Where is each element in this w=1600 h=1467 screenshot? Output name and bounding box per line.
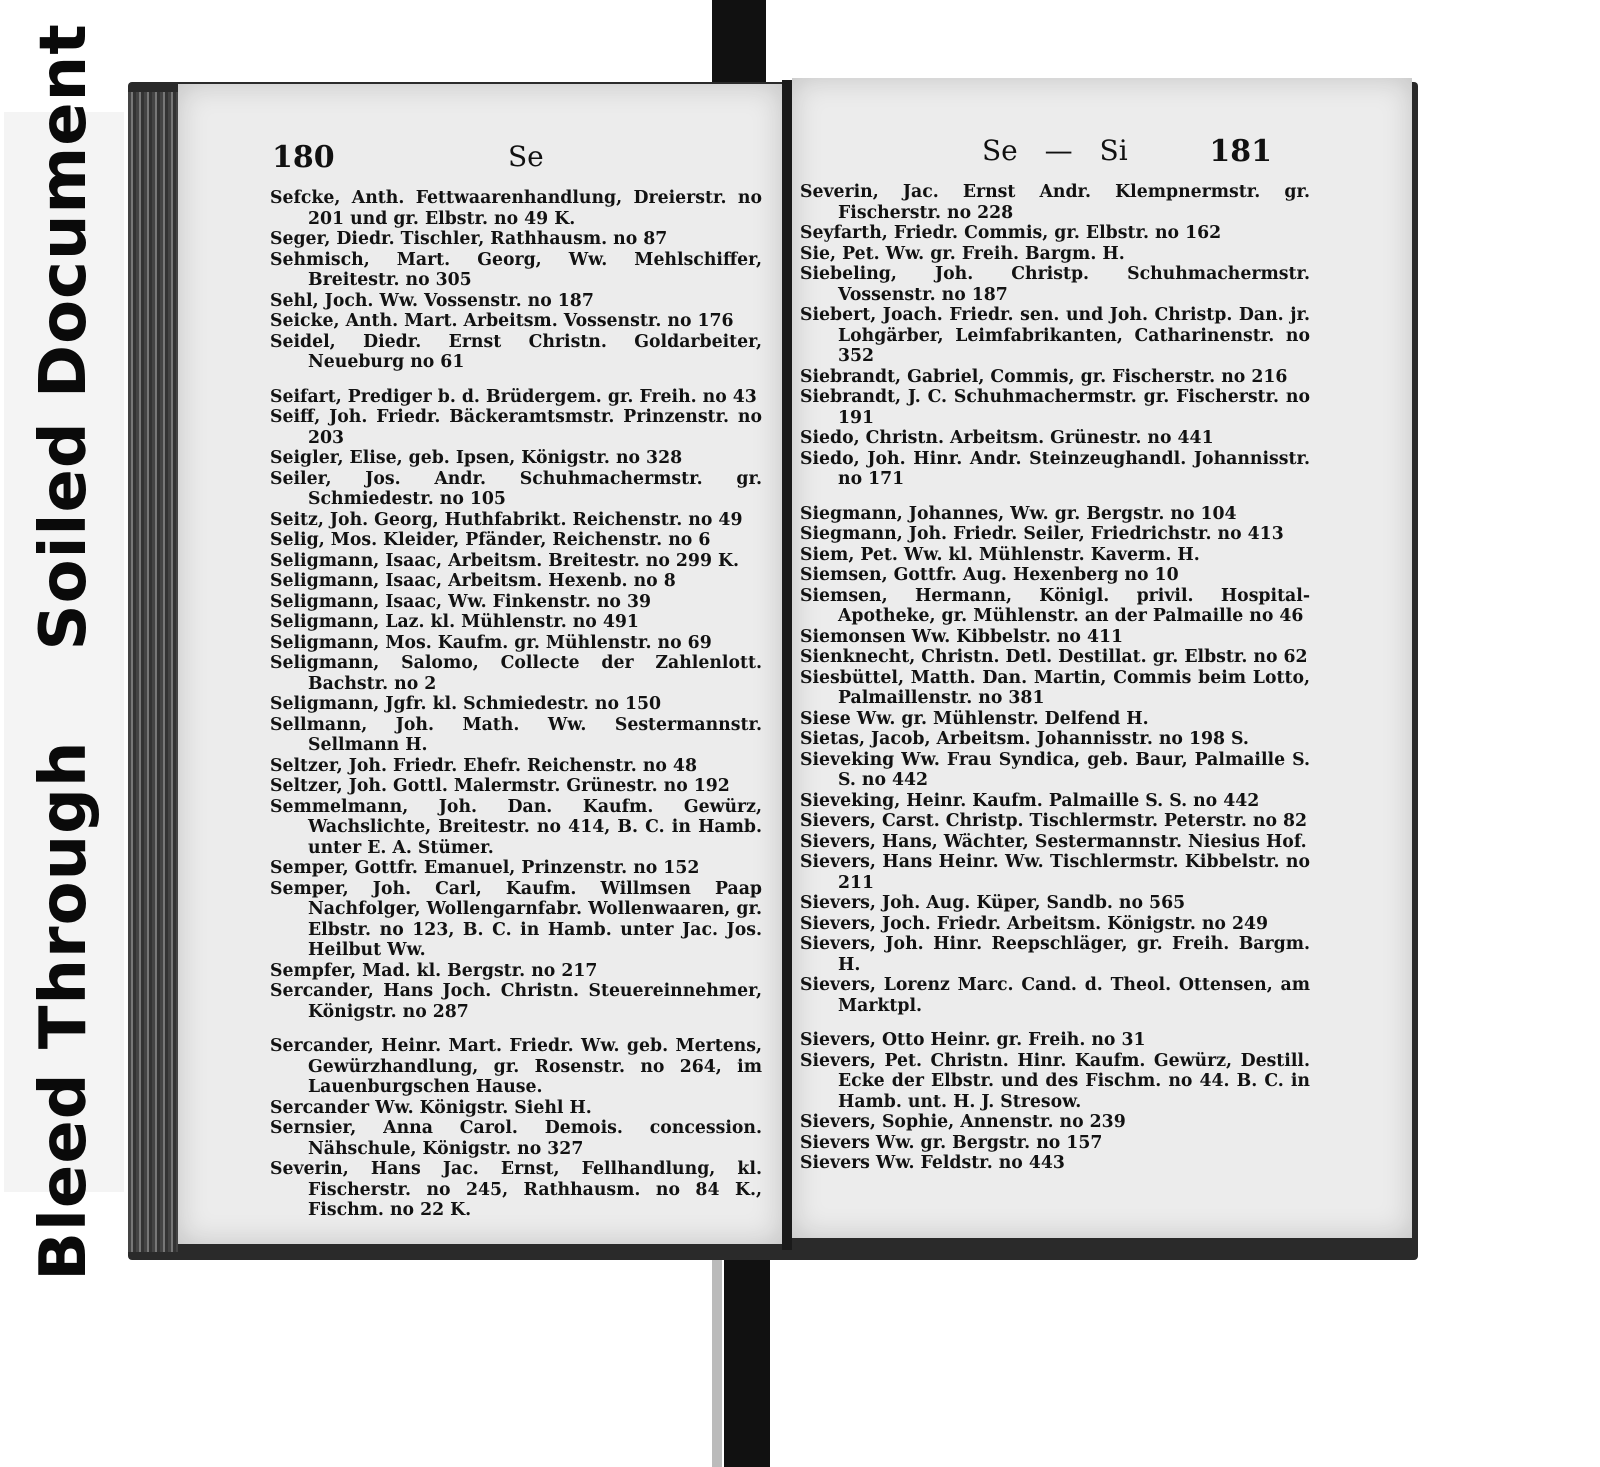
directory-entry: Semper, Gottfr. Emanuel, Prinzenstr. no 152 bbox=[270, 858, 700, 878]
directory-entry: Sievers, Carst. Christp. Tischlermstr. Peterstr. no 82 bbox=[800, 811, 1308, 831]
directory-entry: Sercander, Hans Joch. Christn. Steuereinnehmer, Königstr. no 287 bbox=[270, 981, 762, 1022]
directory-entry: Sefcke, Anth. Fettwaarenhandlung, Dreierstr. no 201 und gr. Elbstr. no 49 K. bbox=[270, 188, 762, 229]
right-page-header bbox=[792, 134, 1412, 174]
directory-entry: Siemsen, Hermann, Königl. privil. Hospital-Apotheke, gr. Mühlenstr. an der Palmaille no 46 bbox=[800, 585, 1310, 626]
directory-entry: Sievers, Hans, Wächter, Sestermannstr. Niesius Hof. bbox=[800, 831, 1307, 852]
book-gutter bbox=[782, 80, 792, 1250]
directory-entry: Siem, Pet. Ww. kl. Mühlenstr. Kaverm. H. bbox=[800, 544, 1200, 565]
directory-entry: Seicke, Anth. Mart. Arbeitsm. Vossenstr. no 176 bbox=[270, 311, 734, 331]
directory-entry: Selig, Mos. Kleider, Pfänder, Reichenstr. no 6 bbox=[270, 530, 711, 550]
directory-entry: Siegmann, Joh. Friedr. Seiler, Friedrichstr. no 413 bbox=[800, 524, 1284, 544]
stamp-label bbox=[27, 23, 101, 1281]
right-page bbox=[792, 78, 1412, 1238]
right-page-number: 181 bbox=[1209, 134, 1272, 169]
directory-entry: Siese Ww. gr. Mühlenstr. Delfend H. bbox=[800, 708, 1149, 729]
directory-entry: Seidel, Diedr. Ernst Christn. Goldarbeiter, Neueburg no 61 bbox=[270, 331, 762, 372]
directory-entry: Siegmann, Johannes, Ww. gr. Bergstr. no 104 bbox=[800, 503, 1237, 524]
directory-entry: Seiler, Jos. Andr. Schuhmachermstr. gr. Schmiedestr. no 105 bbox=[270, 468, 762, 509]
stamp-soiled-document: Soiled Document bbox=[27, 23, 101, 651]
left-page-running-head: Se bbox=[508, 140, 544, 173]
directory-entry: Sie, Pet. Ww. gr. Freih. Bargm. H. bbox=[800, 243, 1125, 264]
left-page-number: 180 bbox=[272, 140, 335, 175]
directory-entry: Sehmisch, Mart. Georg, Ww. Mehlschiffer, Breitestr. no 305 bbox=[270, 249, 762, 290]
directory-entry: Siedo, Christn. Arbeitsm. Grünestr. no 441 bbox=[800, 428, 1214, 448]
directory-entry: Sievers, Pet. Christn. Hinr. Kaufm. Gewürz, Destill. Ecke der Elbstr. und des Fischm. no 44. B. C. in Hamb. unt. H. J. Stresow. bbox=[800, 1050, 1310, 1112]
directory-entry: Seligmann, Mos. Kaufm. gr. Mühlenstr. no 69 bbox=[270, 632, 712, 653]
directory-entry: Sernsier, Anna Carol. Demois. concession. Nähschule, Königstr. no 327 bbox=[270, 1118, 762, 1159]
side-stamp bbox=[4, 23, 124, 1281]
directory-entry: Seligmann, Isaac, Arbeitsm. Breitestr. no 299 K. bbox=[270, 550, 740, 571]
directory-entry: Severin, Jac. Ernst Andr. Klempnermstr. gr. Fischerstr. no 228 bbox=[800, 182, 1310, 223]
directory-entry: Seltzer, Joh. Gottl. Malermstr. Grünestr. no 192 bbox=[270, 776, 730, 796]
directory-entry: Sehl, Joch. Ww. Vossenstr. no 187 bbox=[270, 290, 594, 311]
directory-entry: Sellmann, Joh. Math. Ww. Sestermannstr. Sellmann H. bbox=[270, 714, 762, 755]
directory-entry: Siesbüttel, Matth. Dan. Martin, Commis beim Lotto, Palmaillenstr. no 381 bbox=[800, 667, 1310, 708]
left-entry-list bbox=[270, 188, 762, 1221]
directory-entry: Seltzer, Joh. Friedr. Ehefr. Reichenstr. no 48 bbox=[270, 755, 697, 776]
directory-entry: Seger, Diedr. Tischler, Rathhausm. no 87 bbox=[270, 229, 668, 249]
directory-entry: Seligmann, Isaac, Arbeitsm. Hexenb. no 8 bbox=[270, 571, 676, 591]
directory-entry: Sievers Ww. Feldstr. no 443 bbox=[800, 1153, 1065, 1173]
directory-entry: Sempfer, Mad. kl. Bergstr. no 217 bbox=[270, 960, 598, 981]
right-page-running-head: Se — Si bbox=[982, 134, 1128, 167]
directory-entry: Sievers, Sophie, Annenstr. no 239 bbox=[800, 1112, 1126, 1132]
directory-entry: Sietas, Jacob, Arbeitsm. Johannisstr. no 198 S. bbox=[800, 729, 1249, 749]
directory-entry: Siemonsen Ww. Kibbelstr. no 411 bbox=[800, 626, 1124, 647]
directory-entry: Siebrandt, J. C. Schuhmachermstr. gr. Fischerstr. no 191 bbox=[800, 387, 1310, 428]
directory-entry: Sienknecht, Christn. Detl. Destillat. gr. Elbstr. no 62 bbox=[800, 647, 1308, 667]
directory-entry: Sievers Ww. gr. Bergstr. no 157 bbox=[800, 1132, 1103, 1153]
spine-strip-top bbox=[712, 0, 766, 90]
right-entry-list bbox=[800, 182, 1310, 1174]
directory-entry: Seitz, Joh. Georg, Huthfabrikt. Reichenstr. no 49 bbox=[270, 509, 743, 530]
directory-entry: Seifart, Prediger b. d. Brüdergem. gr. Freih. no 43 bbox=[270, 386, 757, 407]
spine-strip-bottom bbox=[724, 1230, 770, 1467]
directory-entry: Sercander, Heinr. Mart. Friedr. Ww. geb. Mertens, Gewürzhandlung, gr. Rosenstr. no 264, im Lauenburgschen Hause. bbox=[270, 1036, 762, 1097]
directory-entry: Sievers, Otto Heinr. gr. Freih. no 31 bbox=[800, 1030, 1146, 1050]
directory-entry: Sievers, Joh. Hinr. Reepschläger, gr. Freih. Bargm. H. bbox=[800, 934, 1310, 975]
directory-entry: Seligmann, Salomo, Collecte der Zahlenlott. Bachstr. no 2 bbox=[270, 653, 762, 694]
directory-entry: Seyfarth, Friedr. Commis, gr. Elbstr. no 162 bbox=[800, 223, 1222, 243]
directory-entry: Siebeling, Joh. Christp. Schuhmachermstr. Vossenstr. no 187 bbox=[800, 264, 1310, 305]
directory-entry: Semper, Joh. Carl, Kaufm. Willmsen Paap Nachfolger, Wollengarnfabr. Wollenwaaren, gr. Elbstr. no 123, B. C. in Hamb. unter Jac. Jos. Heilbut Ww. bbox=[270, 878, 762, 960]
directory-entry: Sievers, Joh. Aug. Küper, Sandb. no 565 bbox=[800, 893, 1186, 913]
page-edges bbox=[128, 92, 178, 1252]
left-page-header bbox=[178, 140, 782, 180]
directory-entry: Severin, Hans Jac. Ernst, Fellhandlung, kl. Fischerstr. no 245, Rathhausm. no 84 K., Fischm. no 22 K. bbox=[270, 1159, 762, 1220]
directory-entry: Seiff, Joh. Friedr. Bäckeramtsmstr. Prinzenstr. no 203 bbox=[270, 407, 762, 448]
directory-entry: Seligmann, Jgfr. kl. Schmiedestr. no 150 bbox=[270, 694, 662, 714]
directory-entry: Sievers, Joch. Friedr. Arbeitsm. Königstr. no 249 bbox=[800, 913, 1269, 934]
directory-entry: Sercander Ww. Königstr. Siehl H. bbox=[270, 1097, 592, 1118]
directory-entry: Seligmann, Laz. kl. Mühlenstr. no 491 bbox=[270, 612, 639, 632]
directory-entry: Siemsen, Gottfr. Aug. Hexenberg no 10 bbox=[800, 565, 1179, 585]
directory-entry: Sievers, Hans Heinr. Ww. Tischlermstr. Kibbelstr. no 211 bbox=[800, 852, 1310, 893]
directory-entry: Seligmann, Isaac, Ww. Finkenstr. no 39 bbox=[270, 591, 652, 612]
directory-entry: Siebert, Joach. Friedr. sen. und Joh. Christp. Dan. jr. Lohgärber, Leimfabrikanten, Catharinenstr. no 352 bbox=[800, 305, 1310, 366]
directory-entry: Seigler, Elise, geb. Ipsen, Königstr. no 328 bbox=[270, 448, 683, 468]
directory-entry: Siedo, Joh. Hinr. Andr. Steinzeughandl. Johannisstr. no 171 bbox=[800, 448, 1310, 489]
directory-entry: Sieveking Ww. Frau Syndica, geb. Baur, Palmaille S. S. no 442 bbox=[800, 749, 1310, 790]
stamp-bleed-through: Bleed Through bbox=[27, 740, 101, 1281]
directory-entry: Sieveking, Heinr. Kaufm. Palmaille S. S. no 442 bbox=[800, 790, 1260, 811]
directory-entry: Semmelmann, Joh. Dan. Kaufm. Gewürz, Wachslichte, Breitestr. no 414, B. C. in Hamb. unter E. A. Stümer. bbox=[270, 796, 762, 858]
left-page bbox=[178, 84, 782, 1244]
directory-entry: Sievers, Lorenz Marc. Cand. d. Theol. Ottensen, am Marktpl. bbox=[800, 975, 1310, 1016]
directory-entry: Siebrandt, Gabriel, Commis, gr. Fischerstr. no 216 bbox=[800, 366, 1288, 387]
